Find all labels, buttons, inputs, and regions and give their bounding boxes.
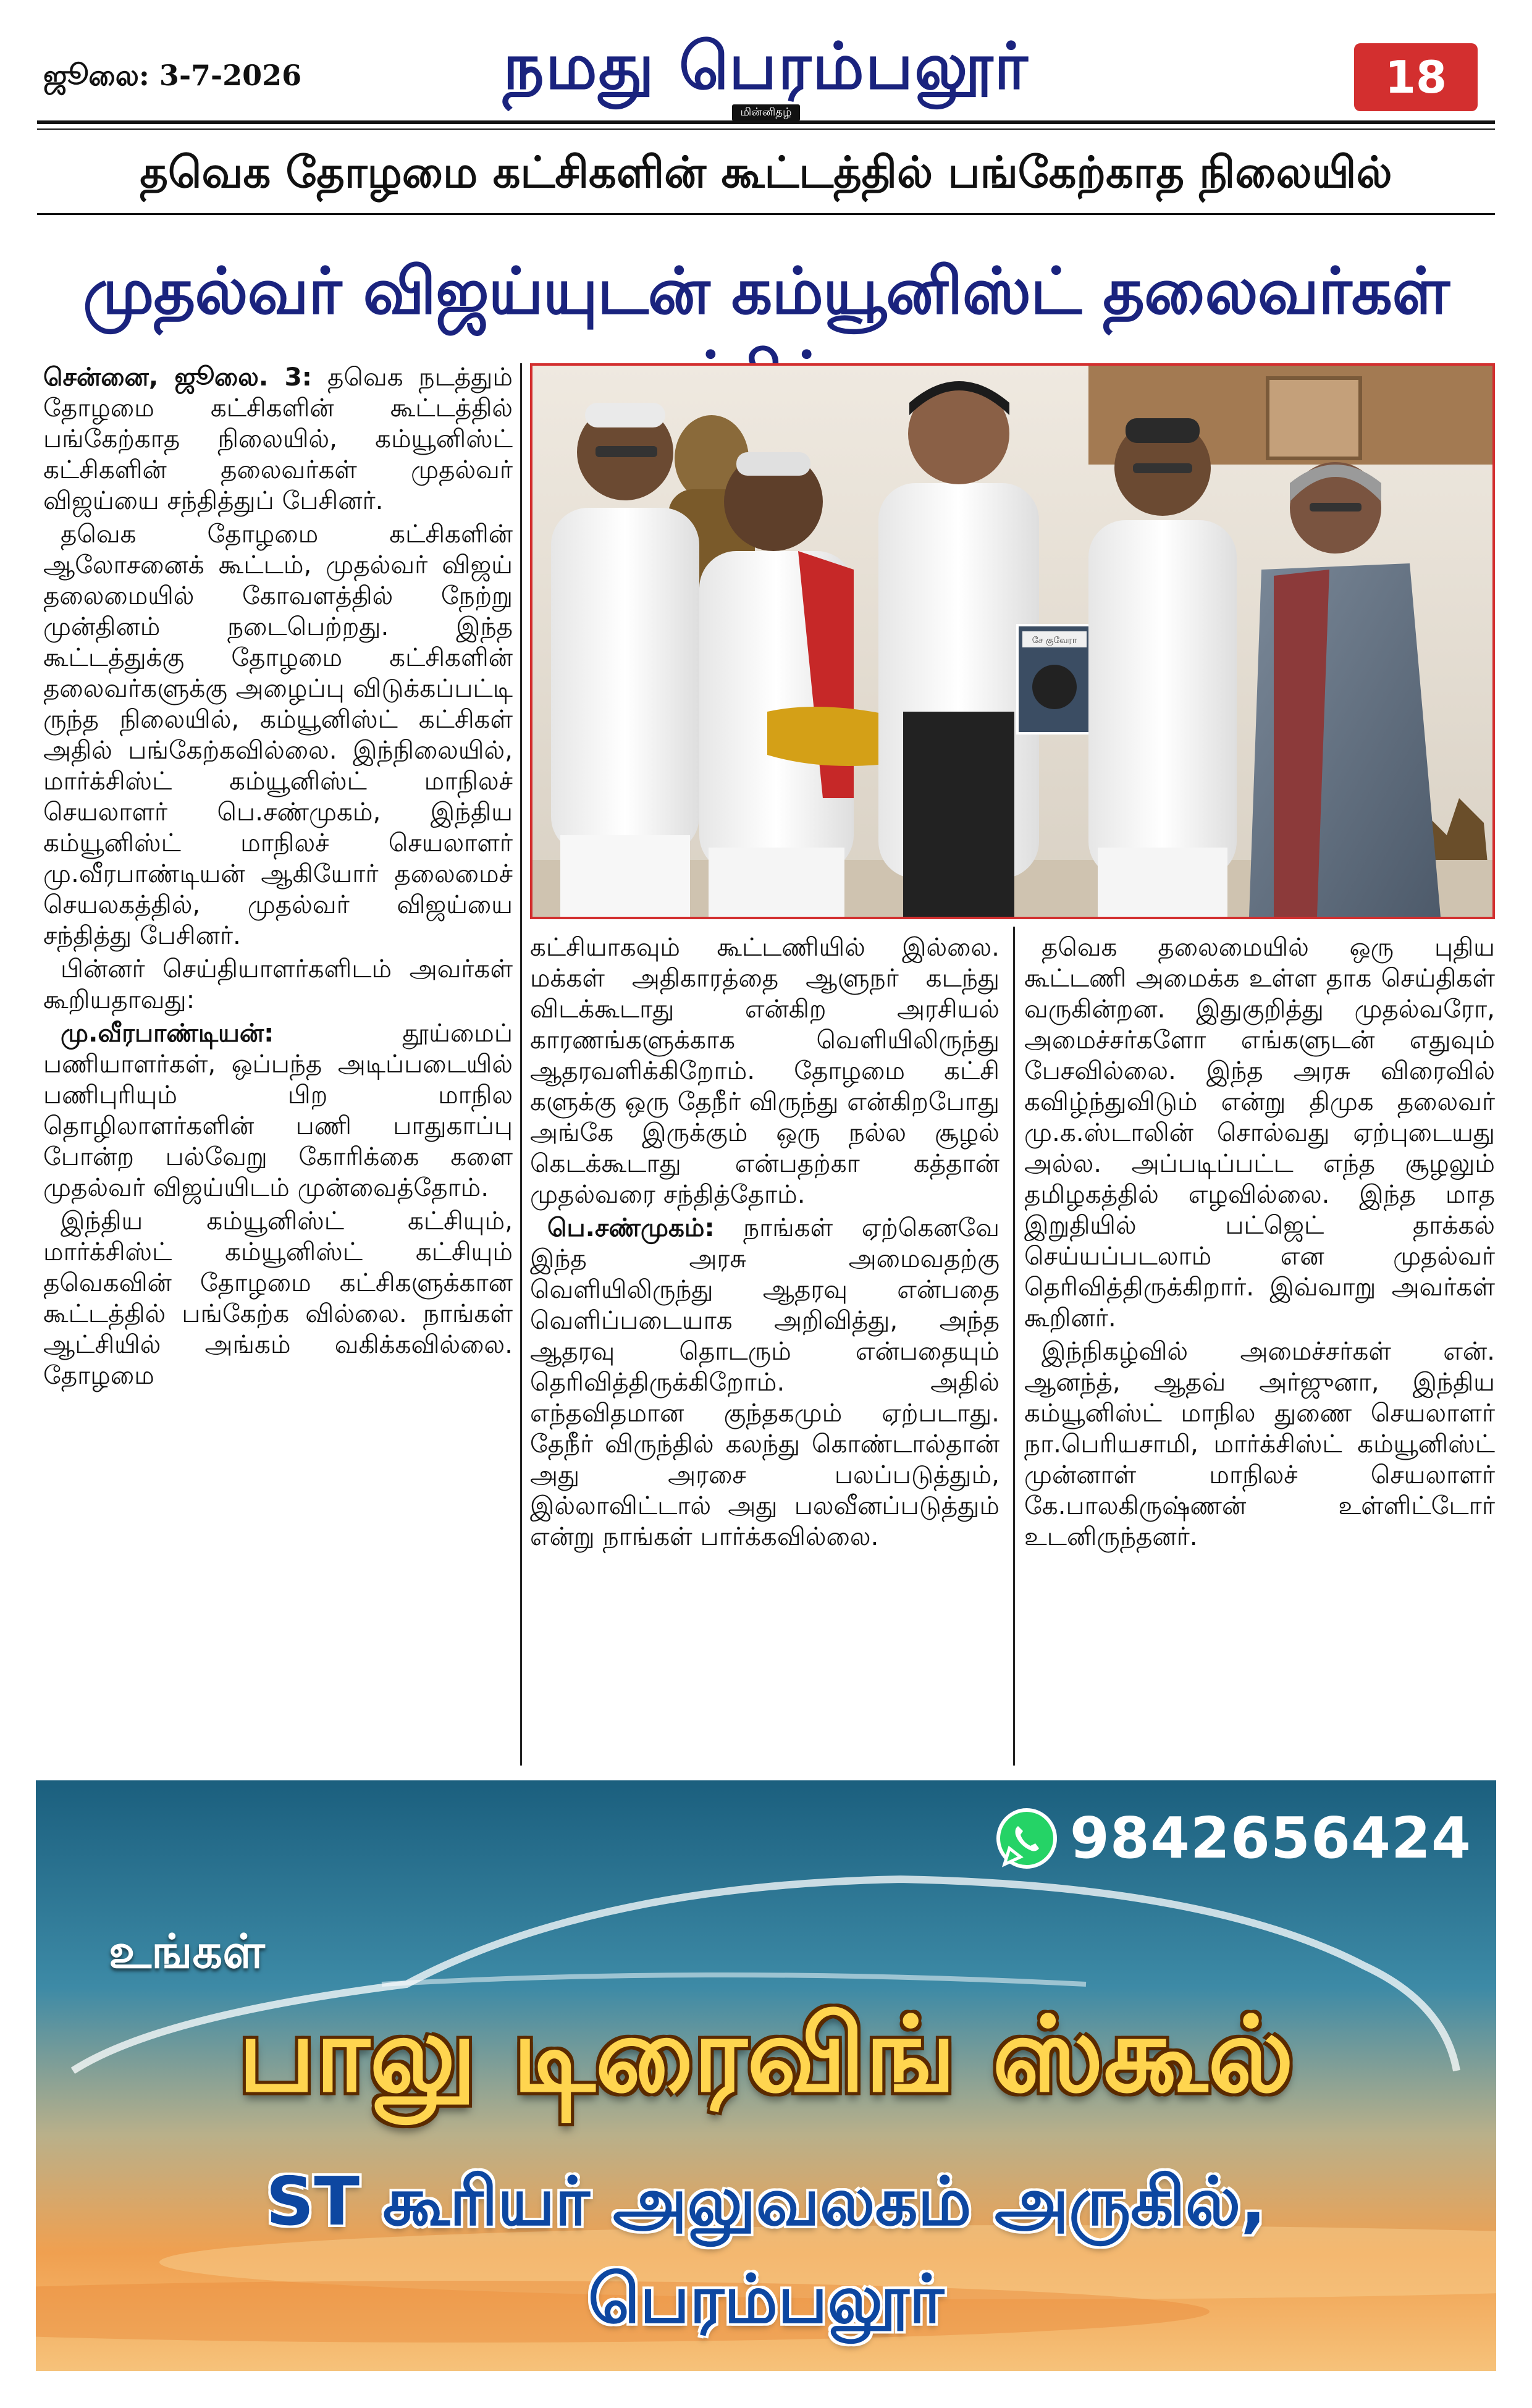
paragraph: இந்நிகழ்வில் அமைச்சர்கள் என். ஆனந்த், ஆதவ் அர்ஜுனா, இந்திய கம்யூனிஸ்ட் மாநில துணை செயலாளர் நா.பெரியசாமி, மார்க்சிஸ்ட் கம்யூனிஸ்ட் முன்னாள் மாநிலச் செயலாளர் கே.பாலகிருஷ்ணன் உள்ளிட்டோர் உடனிருந்தனர். <box>1024 1336 1495 1551</box>
whatsapp-icon <box>996 1808 1058 1869</box>
paragraph: இந்திய கம்யூனிஸ்ட் கட்சியும், மார்க்சிஸ்ட் கம்யூனிஸ்ட் கட்சியும் தவெகவின் தோழமை கட்சிகளுக்கான கூட்டத்தில் பங்கேற்க வில்லை. நாங்கள் ஆட்சியில் அங்கம் வகிக்கவில்லை. தோழமை <box>43 1206 513 1390</box>
paragraph: தவெக தோழமை கட்சிகளின் ஆலோசனைக் கூட்டம், முதல்வர் விஜய் தலைமையில் கோவளத்தில் நேற்று முன்தினம் நடைபெற்றது. இந்த கூட்டத்துக்கு தோழமை கட்சிகளின் தலைவர்களுக்கு அழைப்பு விடுக்கப்பட்டி ருந்த நிலையில், கம்யூனிஸ்ட் கட்சிகள் அதில் பங்கேற்கவில்லை. இந்நிலையில், மார்க்சிஸ்ட் கம்யூனிஸ்ட் மாநிலச் செயலாளர் பெ.சண்முகம், இந்திய கம்யூனிஸ்ட் மாநிலச் செயலாளர் மு.வீரபாண்டியன் ஆகியோர் தலைமைச் செயலகத்தில், முதல்வர் விஜய்யை சந்தித்து பேசினர். <box>43 519 513 950</box>
dateline: சென்னை, ஜூலை. 3: <box>43 362 312 392</box>
paragraph: பெ.சண்முகம்: நாங்கள் ஏற்கெனவே இந்த அரசு அமைவதற்கு வெளியிலிருந்து ஆதரவு என்பதை வெளிப்படையாக அறிவித்து, அந்த ஆதரவு தொடரும் என்பதையும் தெரிவித்திருக்கிறோம். அதில் எந்தவிதமான குந்தகமும் ஏற்படாது. தேநீர் விருந்தில் கலந்து கொண்டால்தான் அது அரசை பலப்படுத்தும், இல்லாவிட்டால் அது பலவீனப்படுத்தும் என்று நாங்கள் பார்க்கவில்லை. <box>530 1213 1000 1551</box>
ad-phone-number: 9842656424 <box>1069 1805 1471 1871</box>
speaker-label: பெ.சண்முகம்: <box>547 1213 715 1242</box>
paragraph: கட்சியாகவும் கூட்டணியில் இல்லை. மக்கள் அதிகாரத்தை ஆளுநர் கடந்து விடக்கூடாது என்கிற அரசியல் காரணங்களுக்காக வெளியிலிருந்து ஆதரவளிக்கிறோம். தோழமை கட்சி களுக்கு ஒரு தேநீர் விருந்து என்கிறபோது அங்கே இருக்கும் ஒரு நல்ல சூழல் கெடக்கூடாது என்பதற்கா கத்தான் முதல்வரை சந்தித்தோம். <box>530 932 1000 1209</box>
paragraph: சென்னை, ஜூலை. 3: தவெக நடத்தும் தோழமை கட்சிகளின் கூட்டத்தில் பங்கேற்காத நிலையில், கம்யூனிஸ்ட் கட்சிகளின் தலைவர்கள் முதல்வர் விஜய்யை சந்தித்துப் பேசினர். <box>43 362 513 515</box>
article-column-3 <box>1024 932 1495 1552</box>
ad-small-title: உங்கள் <box>109 1924 265 1979</box>
ad-phone <box>996 1805 1471 1871</box>
article-kicker: தவெக தோழமை கட்சிகளின் கூட்டத்தில் பங்கேற்காத நிலையில் <box>140 147 1392 198</box>
column-rule-1 <box>520 363 522 1766</box>
ad-address-line-2: பெரம்பலூர் <box>587 2261 945 2338</box>
kicker-rule <box>37 213 1495 215</box>
issue-date: ஜூலை: 3-7-2026 <box>43 59 302 92</box>
driving-school-advertisement <box>36 1780 1496 2371</box>
page-number-badge: 18 <box>1354 43 1478 111</box>
paragraph: தவெக தலைமையில் ஒரு புதிய கூட்டணி அமைக்க உள்ள தாக செய்திகள் வருகின்றன. இதுகுறித்து முதல்வரோ, அமைச்சர்களோ எங்களுடன் எதுவும் பேசவில்லை. இந்த அரசு விரைவில் கவிழ்ந்துவிடும் என்று திமுக தலைவர் மு.க.ஸ்டாலின் சொல்வது ஏற்புடையது அல்ல. அப்படிப்பட்ட எந்த சூழலும் தமிழகத்தில் எழவில்லை. இந்த மாத இறுதியில் பட்ஜெட் தாக்கல் செய்யப்படலாம் என முதல்வர் தெரிவித்திருக்கிறார். இவ்வாறு அவர்கள் கூறினர். <box>1024 932 1495 1332</box>
article-photo <box>530 363 1495 919</box>
svg-text:சே குவேரா: சே குவேரா <box>1032 636 1077 646</box>
speaker-label: மு.வீரபாண்டியன்: <box>61 1018 274 1048</box>
column-rule-2 <box>1013 927 1015 1766</box>
newspaper-tagline: மின்னிதழ் <box>732 104 801 121</box>
masthead-rule-thick <box>37 120 1495 124</box>
paragraph: மு.வீரபாண்டியன்: தூய்மைப் பணியாளர்கள், ஒப்பந்த அடிப்படையில் பணிபுரியும் பிற மாநில தொழிலாளர்களின் பணி பாதுகாப்பு போன்ற பல்வேறு கோரிக்கை களை முதல்வர் விஜய்யிடம் முன்வைத்தோம். <box>43 1018 513 1202</box>
paragraph: பின்னர் செய்தியாளர்களிடம் அவர்கள் கூறியதாவது: <box>43 954 513 1014</box>
article-column-1 <box>43 361 513 1391</box>
ad-main-title: பாலு டிரைவிங் ஸ்கூல் <box>238 1994 1294 2115</box>
ad-address-line-1: ST கூரியர் அலுவலகம் அருகில், <box>266 2163 1266 2241</box>
article-headline: முதல்வர் விஜய்யுடன் கம்யூனிஸ்ட் தலைவர்கள் <box>83 253 1449 329</box>
book-cover <box>1017 625 1092 733</box>
newspaper-title: நமது பெரம்பலூர் <box>503 28 1029 104</box>
masthead <box>0 28 1532 121</box>
article-column-2 <box>530 932 1000 1552</box>
masthead-rule-thin <box>37 128 1495 130</box>
meeting-photo-illustration <box>532 366 1492 917</box>
